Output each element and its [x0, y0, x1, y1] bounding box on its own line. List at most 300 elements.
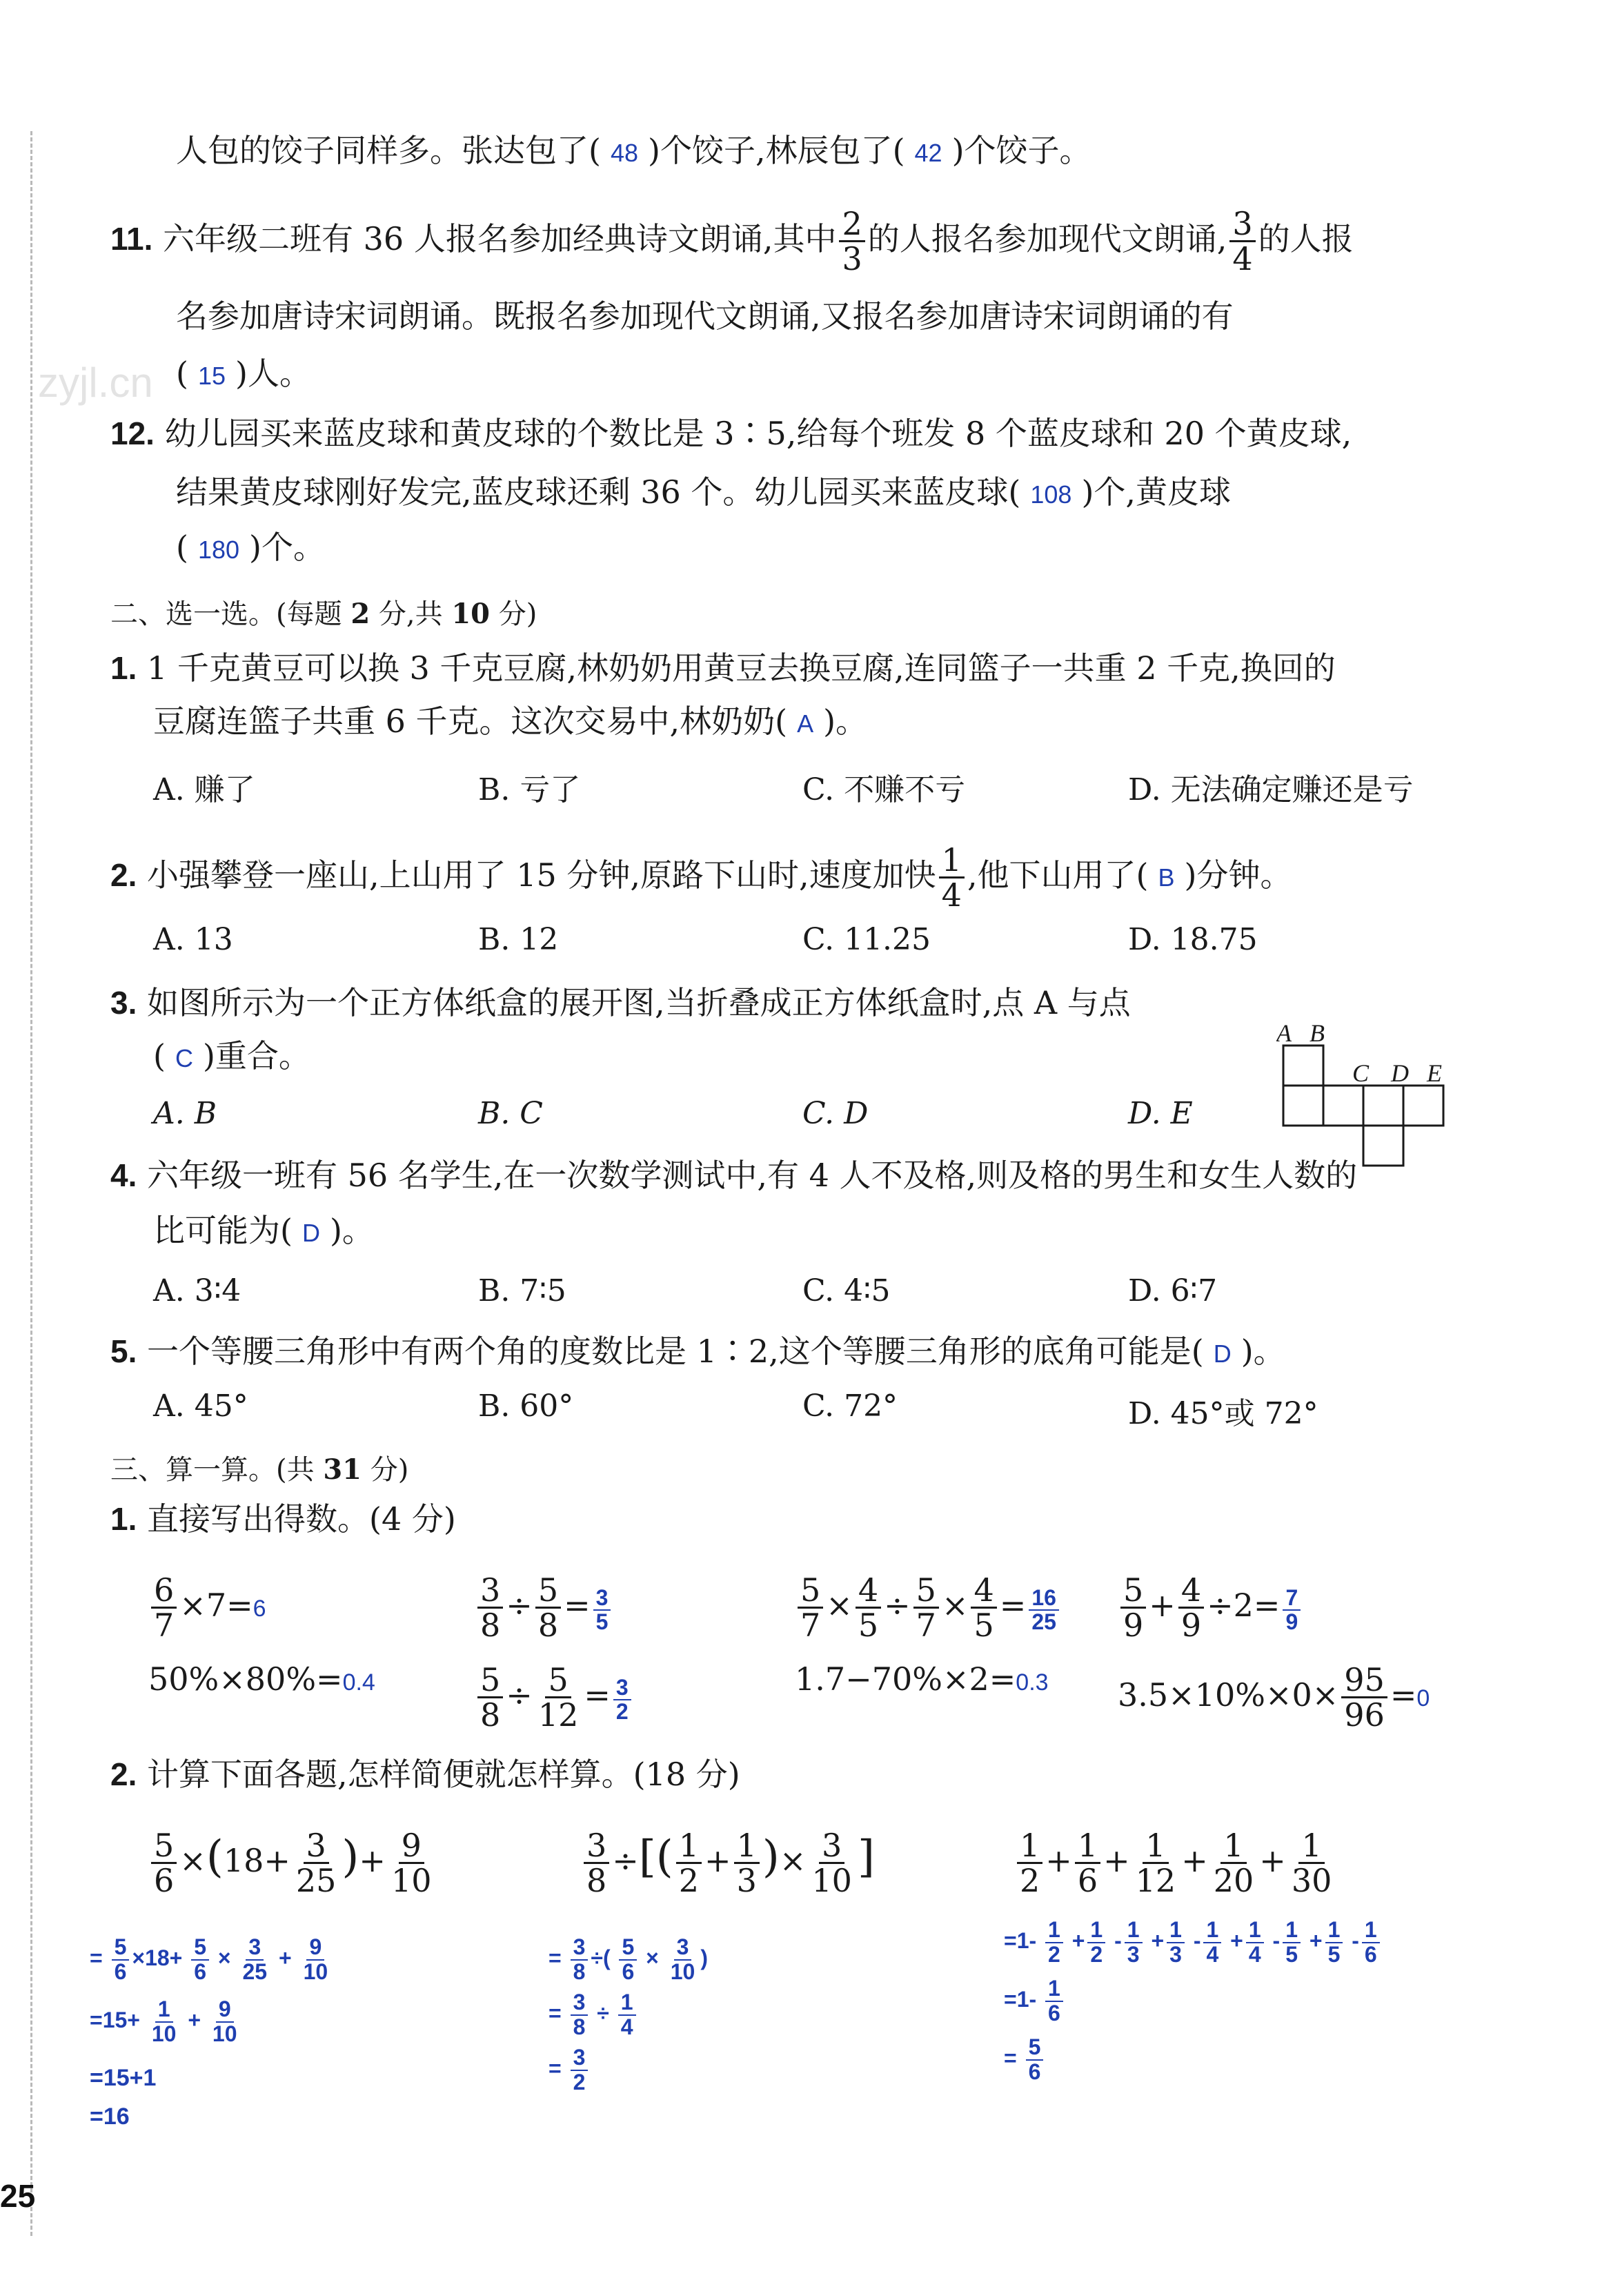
q12-line-3 [176, 529, 325, 566]
c3-close: )重合。 [202, 1037, 310, 1075]
p2b-t1: ÷ [612, 1841, 639, 1879]
p1-expr-1 [148, 1571, 266, 1645]
p2b-step-1 [548, 1936, 708, 1983]
q11-open: ( [176, 355, 188, 392]
p1e2-d1: 8 [480, 1607, 501, 1645]
p2b-s1-eq: = [548, 1945, 562, 1971]
q10-answer-1: 48 [610, 139, 638, 167]
c1-number: 1. [110, 650, 137, 686]
c1-option-a: A. 赚了 [153, 772, 255, 807]
c1-option-c: C. 不赚不亏 [802, 772, 966, 807]
c3-text-1: 如图所示为一个正方体纸盒的展开图,当折叠成正方体纸盒时,点 A 与点 [147, 984, 1131, 1021]
p1e7-text: 1.7−70%×2= [795, 1660, 1016, 1698]
c2-text-1: 小强攀登一座山,上山用了 15 分钟,原路下山时,速度加快 [147, 856, 936, 894]
sec2-text-b: 分,共 [370, 598, 452, 630]
p2b-step-3 [548, 2046, 591, 2094]
p2a-t1: × [179, 1841, 206, 1879]
p2c-s1-op8: + [1309, 1928, 1323, 1954]
p2a-s2-d1: 10 [151, 2021, 177, 2046]
p2c-s3-d: 6 [1028, 2059, 1041, 2084]
p1e6-op: ÷ [506, 1676, 533, 1714]
c4-close: )。 [329, 1212, 374, 1249]
p2c-t5-n: 1 [1298, 1829, 1324, 1864]
p2-title: 计算下面各题,怎样简便就怎样算。(18 分) [147, 1756, 740, 1793]
p2c-plus-4: + [1259, 1841, 1286, 1879]
p2c-t4-n: 1 [1220, 1829, 1246, 1864]
p1e4-n2: 4 [1178, 1573, 1204, 1609]
p1e1-den: 7 [154, 1607, 175, 1645]
p2a-s2-n2: 9 [216, 1998, 234, 2023]
q10-text-c: )个饺子。 [951, 132, 1091, 169]
p2c-s2-n: 1 [1045, 1977, 1063, 2002]
p1e4-d2: 9 [1180, 1607, 1202, 1645]
p2a-t2: 18+ [223, 1841, 290, 1879]
p1e2-ans-num: 3 [593, 1587, 611, 1611]
p1e1-answer: 6 [253, 1595, 266, 1622]
q12-open: ( [176, 529, 188, 566]
p1e4-ans-num: 7 [1283, 1587, 1301, 1611]
q10-answer-2: 42 [914, 139, 942, 167]
q11-text-2: 的人报名参加现代文朗诵, [867, 219, 1227, 257]
p2a-s1-d3: 25 [242, 1959, 268, 1984]
p2c-s1-n9: 1 [1362, 1919, 1380, 1943]
p2c-s1-d1: 2 [1048, 1941, 1060, 1967]
sec2-text-c: 分) [490, 598, 537, 630]
p1e5-text: 50%×80%= [148, 1660, 343, 1698]
p2a-s2-op: + [188, 2008, 201, 2033]
p2c-plus-1: + [1045, 1841, 1072, 1879]
net-square [1323, 1086, 1363, 1126]
net-label-e: E [1427, 1059, 1442, 1087]
p1e3-a: 5 [798, 1573, 823, 1609]
p2b-s2-eq: = [548, 2001, 562, 2026]
q11-fraction-1 [839, 207, 864, 276]
c1-text-1: 1 千克黄豆可以换 3 千克豆腐,林奶奶用黄豆去换豆腐,连同篮子一共重 2 千克,换回的 [147, 649, 1336, 687]
c2-option-d: D. 18.75 [1128, 922, 1258, 957]
p1-heading [110, 1500, 456, 1538]
p2a-step-2 [90, 1998, 243, 2045]
p1e2-n1: 3 [477, 1573, 503, 1609]
p1e3-ans-den: 25 [1031, 1609, 1056, 1635]
c3-answer: C [175, 1044, 193, 1072]
c1-option-d: D. 无法确定赚还是亏 [1128, 772, 1414, 807]
p1e3-c: 4 [856, 1573, 881, 1609]
c4-answer: D [302, 1219, 320, 1247]
p2c-s1-d2: 2 [1090, 1941, 1103, 1967]
c4-text-1: 六年级一班有 56 名学生,在一次数学测试中,有 4 人不及格,则及格的男生和女生人数的 [147, 1157, 1358, 1194]
p2a-step-3: =15+1 [90, 2065, 157, 2091]
binding-margin-line [30, 131, 32, 2236]
p2a-s2-t: =15+ [90, 2008, 140, 2033]
net-square [1283, 1086, 1323, 1126]
sec2-text-a: 二、选一选。(每题 [110, 598, 351, 630]
p2a-s1-n3: 3 [246, 1936, 264, 1961]
p2a-s1-n4: 9 [306, 1936, 324, 1961]
p1e4-n1: 5 [1120, 1573, 1146, 1609]
p2c-s2-t: =1- [1004, 1987, 1037, 2012]
c2-option-c: C. 11.25 [802, 922, 931, 957]
q12-answer-2: 180 [197, 536, 240, 564]
q11-line-3 [176, 355, 311, 392]
p1e8-text: 3.5×10%×0× [1118, 1676, 1339, 1714]
c2-f-num: 1 [939, 843, 965, 879]
c4-option-d: D. 6∶7 [1128, 1273, 1218, 1308]
q12-text-1: 幼儿园买来蓝皮球和黄皮球的个数比是 3∶5,给每个班发 8 个蓝皮球和 20 个黄皮球, [164, 415, 1352, 452]
p2c-s1-d9: 6 [1364, 1941, 1377, 1967]
p2a-s1-d2: 6 [194, 1959, 207, 1984]
p2b-rparen: ) [762, 1831, 780, 1883]
net-label-c: C [1352, 1059, 1370, 1087]
p2a-step-1 [90, 1936, 333, 1983]
p2b-d2: 2 [678, 1862, 700, 1900]
p2a-s1-eq: = [90, 1945, 103, 1971]
p1e6-n2: 5 [545, 1663, 571, 1698]
c1-close: )。 [823, 703, 868, 740]
p2a-d2: 25 [295, 1862, 337, 1900]
c3-option-c: C. D [802, 1096, 869, 1131]
q11-fraction-2 [1229, 207, 1255, 276]
p2c-s3-n: 5 [1026, 2036, 1044, 2061]
c2-text-2: ,他下山用了( [967, 856, 1149, 894]
p1e6-ans-den: 2 [615, 1699, 629, 1725]
c4-text-2: 比可能为( [153, 1212, 293, 1249]
p2c-s1-op2: + [1071, 1928, 1085, 1954]
p2c-s1-d5: 4 [1206, 1941, 1219, 1967]
p2b-rbracket: ] [857, 1831, 875, 1883]
p2c-step-1 [1004, 1919, 1383, 1966]
c1-option-b: B. 亏了 [478, 772, 581, 807]
p2b-s1-n1: 3 [571, 1936, 589, 1961]
p2c-s1-n6: 1 [1246, 1919, 1264, 1943]
p2b-d3: 3 [736, 1862, 757, 1900]
p1e3-op3: × [941, 1586, 969, 1624]
p1e6-n1: 5 [477, 1663, 503, 1698]
p1e2-d2: 8 [537, 1607, 559, 1645]
c3-line-2 [153, 1037, 310, 1075]
p2b-s2-n1: 3 [571, 1991, 589, 2016]
q12-text-3: )个,黄皮球 [1081, 473, 1232, 511]
p1e8-den: 96 [1344, 1696, 1385, 1734]
q12-line-2 [176, 473, 1232, 511]
p2b-s1-n2: 5 [619, 1936, 637, 1961]
p2c-s1-n7: 1 [1283, 1919, 1301, 1943]
p2a-step-4: =16 [90, 2103, 130, 2130]
q12-close: )个。 [249, 529, 325, 566]
p2c-problem [1014, 1829, 1337, 1898]
p1-expr-7 [795, 1660, 1049, 1698]
p2c-s1-op4: + [1151, 1928, 1165, 1954]
p2c-s1-d6: 4 [1248, 1941, 1261, 1967]
p2a-t3: + [359, 1841, 386, 1879]
c5-option-c: C. 72° [802, 1389, 898, 1424]
c5-answer: D [1213, 1340, 1232, 1368]
p2b-s2-d2: 4 [620, 2014, 633, 2039]
q11-f2-num: 3 [1229, 207, 1255, 242]
p2b-s1-n3: 3 [674, 1936, 692, 1961]
p2b-s1-d3: 10 [670, 1959, 695, 1984]
c3-open: ( [153, 1037, 166, 1075]
p2c-s1-d3: 3 [1127, 1941, 1140, 1967]
p1e6-d1: 8 [480, 1696, 501, 1734]
net-square [1363, 1086, 1403, 1126]
q11-text-3: 的人报 [1258, 219, 1354, 257]
q11-line-2: 名参加唐诗宋词朗诵。既报名参加现代文朗诵,又报名参加唐诗宋词朗诵的有 [176, 297, 1234, 335]
p2a-lparen: ( [206, 1831, 224, 1883]
c2-fraction [939, 843, 965, 912]
p2c-s1-op7: - [1272, 1928, 1281, 1954]
net-label-a: A [1276, 1019, 1292, 1047]
p2c-s1-lead: =1- [1004, 1928, 1037, 1954]
p2b-lbracket: [ [638, 1831, 656, 1883]
p2a-s1-n1: 5 [112, 1936, 130, 1961]
c5-line-1 [110, 1333, 1285, 1370]
p2b-s1-d1: 8 [573, 1959, 586, 1984]
q11-close: )人。 [235, 355, 311, 392]
c3-number: 3. [110, 985, 137, 1021]
c4-number: 4. [110, 1157, 137, 1193]
p2b-op2: × [779, 1841, 807, 1879]
net-label-d: D [1391, 1059, 1409, 1087]
p1e3-d: 5 [858, 1607, 879, 1645]
p2b-s2-d1: 8 [573, 2014, 586, 2039]
p2a-s1-t1: ×18+ [132, 1945, 183, 1971]
p1e8-num: 95 [1341, 1663, 1387, 1698]
p1e7-answer: 0.3 [1016, 1669, 1049, 1696]
c3-option-d: D. E [1128, 1096, 1193, 1131]
c5-option-d: D. 45°或 72° [1128, 1396, 1318, 1431]
p1e5-answer: 0.4 [342, 1669, 375, 1696]
c2-line-1 [110, 843, 1292, 912]
p2b-s2-op: ÷ [597, 2001, 609, 2026]
sec3-total: 31 [323, 1453, 362, 1486]
p2-heading [110, 1756, 740, 1793]
p1e4-ans-den: 9 [1285, 1609, 1298, 1635]
c1-line-1 [110, 649, 1336, 687]
p1e8-eq: = [1390, 1676, 1417, 1714]
p2c-s1-n1: 1 [1045, 1919, 1063, 1943]
p1e6-ans-num: 3 [613, 1676, 631, 1701]
page-number: 25 [0, 2178, 36, 2214]
c5-number: 5. [110, 1333, 137, 1369]
p2a-d1: 6 [154, 1862, 175, 1900]
p2b-s1-t1: ÷( [591, 1945, 611, 1971]
p1e3-b: 7 [800, 1607, 821, 1645]
p2a-n1: 5 [151, 1829, 177, 1864]
c2-option-b: B. 12 [478, 922, 559, 957]
p1-title: 直接写出得数。(4 分) [147, 1500, 456, 1538]
q10-continuation [176, 132, 1091, 169]
p2b-s1-d2: 6 [622, 1959, 635, 1984]
p2b-lparen: ( [655, 1831, 673, 1883]
p1e4-text: ÷2= [1207, 1586, 1281, 1624]
p2c-s1-n3: 1 [1125, 1919, 1143, 1943]
c1-line-2 [153, 703, 868, 740]
p2a-n2: 3 [304, 1829, 329, 1864]
p2c-t4-d: 20 [1213, 1862, 1254, 1900]
p1e6-eq: = [584, 1676, 611, 1714]
sec3-text-a: 三、算一算。(共 [110, 1454, 324, 1486]
c4-option-a: A. 3∶4 [153, 1273, 241, 1308]
p2a-s2-n1: 1 [155, 1998, 173, 2023]
p2c-s1-d8: 5 [1327, 1941, 1341, 1967]
sec3-text-b: 分) [362, 1454, 409, 1486]
p2c-s1-n8: 1 [1325, 1919, 1343, 1943]
q12-line-1 [110, 415, 1352, 452]
net-label-b: B [1309, 1019, 1325, 1047]
p1-expr-3 [795, 1571, 1062, 1645]
p2c-plus-2: + [1103, 1841, 1130, 1879]
q10-text-b: )个饺子,林辰包了( [648, 132, 905, 169]
c2-text-3: )分钟。 [1184, 856, 1292, 894]
p2c-s1-op6: + [1230, 1928, 1243, 1954]
p2b-s3-eq: = [548, 2056, 562, 2081]
p2b-n1: 3 [584, 1829, 609, 1864]
p2a-s2-d2: 10 [212, 2021, 237, 2046]
p2b-d1: 8 [586, 1862, 607, 1900]
p2a-n3: 9 [399, 1829, 424, 1864]
c1-answer: A [797, 709, 814, 738]
p2b-problem [581, 1829, 875, 1898]
c2-number: 2. [110, 856, 137, 893]
p2c-step-2 [1004, 1977, 1066, 2025]
p2c-t1-d: 2 [1020, 1862, 1040, 1900]
p2c-t5-d: 30 [1291, 1862, 1332, 1900]
p1e3-e: 5 [913, 1573, 939, 1609]
c3-option-b: B. C [478, 1096, 543, 1131]
p2b-n3: 1 [734, 1829, 760, 1864]
q11-f2-den: 4 [1232, 240, 1253, 278]
p1-number: 1. [110, 1501, 137, 1537]
p1e4-op: + [1149, 1586, 1176, 1624]
c4-line-1 [110, 1157, 1358, 1194]
p2b-step-2 [548, 1991, 639, 2039]
p2a-d3: 10 [391, 1862, 432, 1900]
p2c-s1-n4: 1 [1167, 1919, 1185, 1943]
p1e3-f: 7 [916, 1607, 936, 1645]
p2c-step-3 [1004, 2036, 1046, 2083]
c2-f-den: 4 [941, 876, 962, 914]
p1e6-d2: 12 [537, 1696, 579, 1734]
p1e2-eq: = [564, 1586, 591, 1624]
p2c-t3-d: 12 [1135, 1862, 1176, 1900]
p2c-s1-op5: - [1193, 1928, 1201, 1954]
q11-answer: 15 [197, 362, 226, 390]
p2a-rparen: ) [342, 1831, 359, 1883]
p2b-n4: 3 [819, 1829, 844, 1864]
q12-text-2: 结果黄皮球刚好发完,蓝皮球还剩 36 个。幼儿园买来蓝皮球( [176, 473, 1021, 511]
net-square [1283, 1046, 1323, 1086]
p2c-s3-eq: = [1004, 2045, 1017, 2071]
p2a-s1-d1: 6 [114, 1959, 127, 1984]
p2b-s1-t3: ) [700, 1945, 708, 1971]
p1e2-ans-den: 5 [595, 1609, 609, 1635]
c5-close: )。 [1241, 1333, 1285, 1370]
p2c-s1-op9: - [1352, 1928, 1359, 1954]
c4-option-c: C. 4∶5 [802, 1273, 891, 1308]
p2b-n2: 1 [676, 1829, 702, 1864]
p2a-s1-d4: 10 [303, 1959, 328, 1984]
section-2-heading [110, 592, 537, 631]
p1-expr-4 [1118, 1571, 1303, 1645]
q11-f1-num: 2 [839, 207, 864, 242]
p2b-s2-n2: 1 [618, 1991, 636, 2016]
p2a-s1-t2: × [217, 1945, 231, 1971]
p2a-problem [148, 1829, 437, 1898]
p2c-s1-n5: 1 [1203, 1919, 1221, 1943]
p2c-s1-d4: 3 [1169, 1941, 1182, 1967]
q11-f1-den: 3 [842, 240, 862, 278]
p1e3-eq: = [999, 1586, 1027, 1624]
p2c-t3-n: 1 [1143, 1829, 1168, 1864]
q11-number: 11. [110, 220, 153, 257]
p2c-t1-n: 1 [1017, 1829, 1042, 1864]
p2c-s2-d: 6 [1048, 2000, 1060, 2025]
p1e2-op: ÷ [506, 1586, 533, 1624]
p2b-s3-n: 3 [571, 2046, 589, 2071]
p2a-s1-n2: 5 [191, 1936, 209, 1961]
c5-option-b: B. 60° [478, 1389, 574, 1424]
p1e3-ans-num: 16 [1029, 1587, 1059, 1611]
q11-text-1: 六年级二班有 36 人报名参加经典诗文朗诵,其中 [163, 219, 837, 257]
q12-answer-1: 108 [1030, 480, 1072, 509]
c2-option-a: A. 13 [153, 922, 233, 957]
p1e1-text: ×7= [179, 1586, 253, 1624]
c5-option-a: A. 45° [153, 1389, 248, 1424]
p1e2-n2: 5 [535, 1573, 561, 1609]
p1e3-op1: × [826, 1586, 853, 1624]
c4-line-2 [153, 1212, 374, 1249]
p2-number: 2. [110, 1756, 137, 1792]
p2c-s1-op3: - [1114, 1928, 1122, 1954]
c4-option-b: B. 7∶5 [478, 1273, 566, 1308]
p2c-t2-n: 1 [1075, 1829, 1100, 1864]
p2b-s1-t2: × [646, 1945, 659, 1971]
p1e8-answer: 0 [1416, 1685, 1430, 1711]
p2c-t2-d: 6 [1077, 1862, 1098, 1900]
q10-text-a: 人包的饺子同样多。张达包了( [176, 132, 601, 169]
p1-expr-6 [475, 1663, 634, 1732]
c3-option-a: A. B [153, 1096, 217, 1131]
p1-expr-2 [475, 1571, 613, 1645]
p1e4-d1: 9 [1123, 1607, 1144, 1645]
q12-number: 12. [110, 415, 155, 451]
p1e3-g: 4 [971, 1573, 996, 1609]
sec2-total: 10 [451, 598, 490, 630]
p1-expr-8 [1118, 1663, 1430, 1732]
p2b-d4: 10 [811, 1862, 852, 1900]
p2c-s1-n2: 1 [1087, 1919, 1105, 1943]
p1e1-num: 6 [151, 1573, 177, 1609]
c3-line-1 [110, 984, 1131, 1021]
p2b-s3-d: 2 [573, 2069, 586, 2094]
c2-answer: B [1158, 863, 1175, 892]
p1e3-h: 5 [973, 1607, 994, 1645]
p2a-s1-t3: + [278, 1945, 292, 1971]
p1e3-op2: ÷ [884, 1586, 911, 1624]
section-3-heading [110, 1448, 408, 1487]
c1-text-2: 豆腐连篮子共重 6 千克。这次交易中,林奶奶( [153, 703, 788, 740]
c5-text-1: 一个等腰三角形中有两个角的度数比是 1∶2,这个等腰三角形的底角可能是( [147, 1333, 1204, 1370]
sec2-points: 2 [350, 598, 370, 630]
net-square [1363, 1126, 1403, 1166]
p2c-s1-d7: 5 [1285, 1941, 1298, 1967]
p1-expr-5 [148, 1660, 375, 1698]
net-square [1403, 1086, 1443, 1126]
p2b-op: + [704, 1841, 731, 1879]
p2c-plus-3: + [1181, 1841, 1208, 1879]
watermark: zyjl.cn [38, 360, 153, 406]
q11-line-1 [110, 207, 1354, 276]
